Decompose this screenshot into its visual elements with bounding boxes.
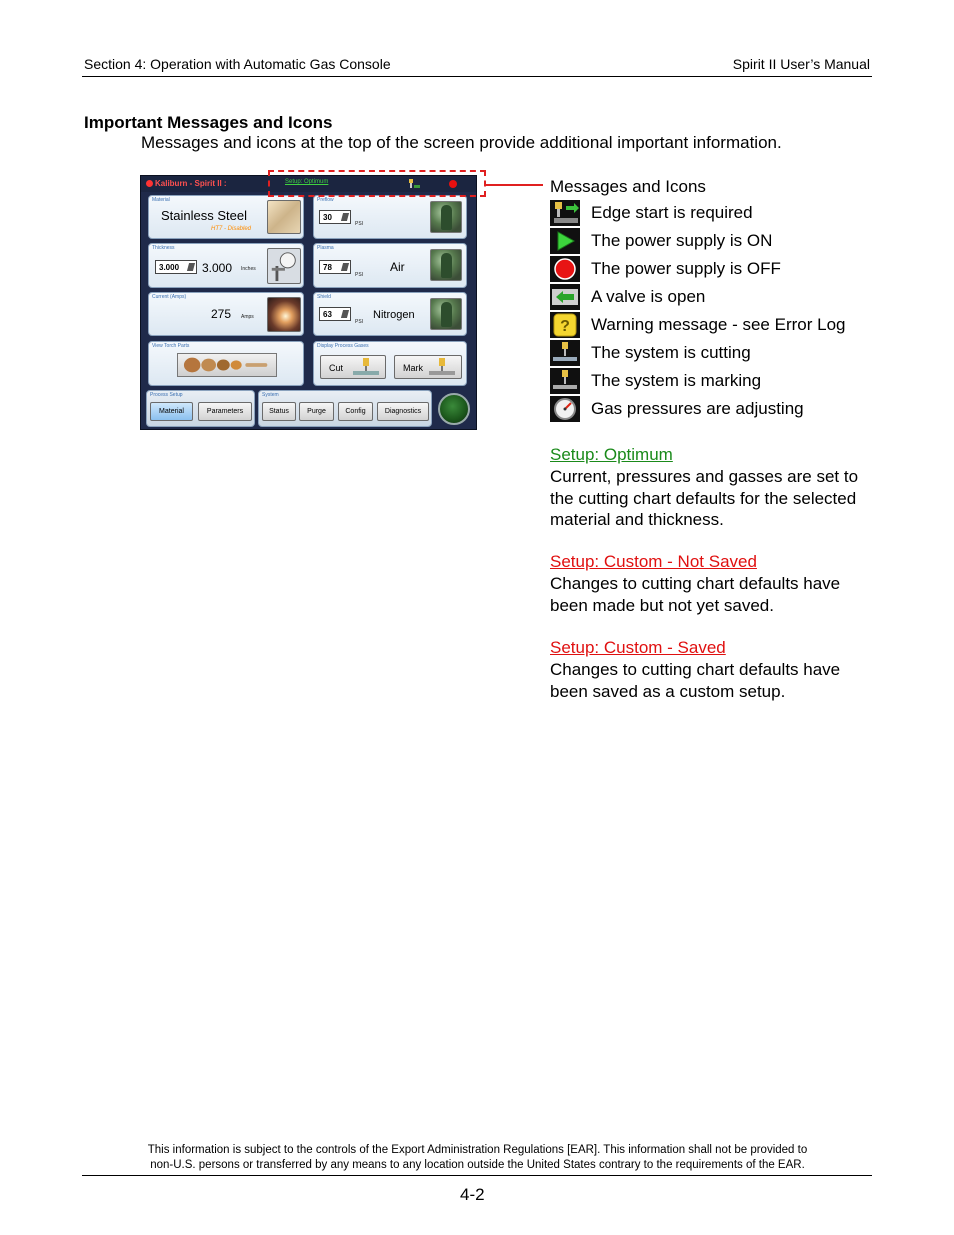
alert-badge-icon	[146, 180, 153, 187]
torch-parts-icon[interactable]	[177, 353, 277, 377]
material-tab[interactable]: Material	[150, 402, 193, 421]
current-unit: Amps	[241, 314, 254, 320]
section-intro: Messages and icons at the top of the screen provide additional important information.	[141, 133, 782, 152]
torch-parts-panel[interactable]	[148, 341, 304, 386]
gas-cylinder-icon	[430, 201, 462, 233]
legend-text: The power supply is OFF	[591, 259, 781, 278]
header-rule	[82, 76, 872, 77]
callout-box	[268, 170, 486, 197]
purge-tab[interactable]: Purge	[299, 402, 334, 421]
console-screen	[140, 175, 477, 430]
legend-title: Messages and Icons	[550, 177, 706, 196]
thickness-panel[interactable]	[148, 243, 304, 288]
display-gases-label: Display Process Gases	[317, 343, 369, 349]
gauge-icon	[550, 396, 580, 422]
parameters-tab[interactable]: Parameters	[198, 402, 252, 421]
export-notice-line: This information is subject to the controls of the Export Administration Regulations [EAR]. This information shall not be provided to	[147, 1144, 808, 1156]
plasma-panel[interactable]	[313, 243, 467, 288]
section-title: Important Messages and Icons	[84, 113, 333, 132]
legend-text: A valve is open	[591, 287, 706, 306]
thickness-field[interactable]	[155, 260, 197, 274]
edit-pencil-icon	[187, 263, 195, 271]
thickness-value: 3.000	[202, 261, 233, 275]
shield-gas: Nitrogen	[373, 309, 415, 321]
plasma-unit: PSI	[355, 272, 364, 278]
plasma-gas: Air	[390, 260, 405, 274]
config-tab[interactable]: Config	[338, 402, 373, 421]
edge-start-icon	[550, 200, 580, 226]
header-manual-title: Spirit II User’s Manual	[732, 56, 870, 72]
legend-text: The system is marking	[591, 371, 762, 390]
svg-text:?: ?	[560, 318, 570, 335]
header-section: Section 4: Operation with Automatic Gas Console	[84, 56, 391, 72]
current-label: Current (Amps)	[152, 294, 187, 300]
shield-field[interactable]	[319, 307, 351, 321]
shield-label: Shield	[317, 294, 331, 300]
plasma-field[interactable]	[319, 260, 351, 274]
page-number: 4-2	[460, 1185, 485, 1204]
callout-leader	[486, 184, 543, 186]
legend-text: Gas pressures are adjusting	[591, 399, 804, 418]
torch-parts-label: View Torch Parts	[152, 343, 190, 349]
shield-value: 63	[323, 310, 332, 319]
system-group	[258, 390, 432, 427]
material-panel[interactable]	[148, 195, 304, 239]
system-label: System	[262, 392, 279, 398]
setup-status: Setup: Optimum	[285, 179, 329, 185]
preflow-unit: PSI	[355, 221, 364, 227]
start-button[interactable]	[438, 393, 470, 425]
preflow-label: Preflow	[317, 197, 334, 203]
caliper-icon	[267, 248, 301, 284]
export-notice	[80, 1143, 875, 1173]
mark-label: Mark	[403, 363, 423, 373]
diagnostics-tab[interactable]: Diagnostics	[377, 402, 429, 421]
process-setup-label: Process Setup	[150, 392, 183, 398]
preflow-field[interactable]	[319, 210, 351, 224]
arc-image	[267, 297, 301, 332]
setup-optimum-body: Current, pressures and gasses are set to the cutting chart defaults for the selected material and thickness.	[550, 467, 859, 529]
current-panel[interactable]	[148, 292, 304, 336]
setup-not-saved-title: Setup: Custom - Not Saved	[550, 552, 757, 571]
marking-icon	[550, 368, 580, 394]
material-note: HT7 - Disabled	[211, 226, 252, 232]
screen-title: Kaliburn - Spirit II :	[155, 179, 227, 188]
thickness-label: Thickness	[152, 245, 175, 251]
marking-torch-icon	[429, 358, 455, 377]
edit-pencil-icon	[341, 263, 349, 271]
setup-not-saved-body: Changes to cutting chart defaults have been made but not yet saved.	[550, 574, 841, 615]
warning-icon	[550, 312, 580, 338]
preflow-panel[interactable]	[313, 195, 467, 239]
shield-unit: PSI	[355, 319, 364, 325]
shield-panel[interactable]	[313, 292, 467, 336]
material-label: Material	[152, 197, 170, 203]
plasma-label: Plasma	[317, 245, 334, 251]
legend-text: The system is cutting	[591, 343, 751, 362]
legend-text: The power supply is ON	[591, 231, 773, 250]
material-image	[267, 200, 301, 234]
edit-pencil-icon	[341, 310, 349, 318]
gas-cylinder-icon	[430, 249, 462, 281]
cut-label: Cut	[329, 363, 344, 373]
footer-rule	[82, 1175, 872, 1176]
legend-text: Warning message - see Error Log	[591, 315, 846, 334]
setup-saved-title: Setup: Custom - Saved	[550, 638, 726, 657]
edit-pencil-icon	[341, 213, 349, 221]
setup-optimum-title: Setup: Optimum	[550, 445, 673, 464]
thickness-box-value: 3.000	[159, 263, 180, 272]
gas-cylinder-icon	[430, 298, 462, 330]
valve-open-icon	[550, 284, 580, 310]
display-gases-panel	[313, 341, 467, 386]
mark-button[interactable]	[394, 355, 462, 379]
material-value: Stainless Steel	[161, 208, 247, 223]
power-off-icon	[550, 256, 580, 282]
legend-text: Edge start is required	[591, 203, 753, 222]
cutting-icon	[550, 340, 580, 366]
export-notice-line: non-U.S. persons or transferred by any means to any location outside the United States contrary to the requirements of the EAR.	[150, 1159, 805, 1171]
plasma-value: 78	[323, 263, 332, 272]
status-tab[interactable]: Status	[262, 402, 296, 421]
preflow-value: 30	[323, 213, 332, 222]
setup-saved-body: Changes to cutting chart defaults have been saved as a custom setup.	[550, 660, 841, 701]
cut-button[interactable]	[320, 355, 386, 379]
current-value: 275	[211, 307, 232, 321]
cutting-torch-icon	[353, 358, 379, 377]
thickness-unit: Inches	[241, 266, 256, 272]
power-on-icon	[550, 228, 580, 254]
process-setup-group	[146, 390, 255, 427]
